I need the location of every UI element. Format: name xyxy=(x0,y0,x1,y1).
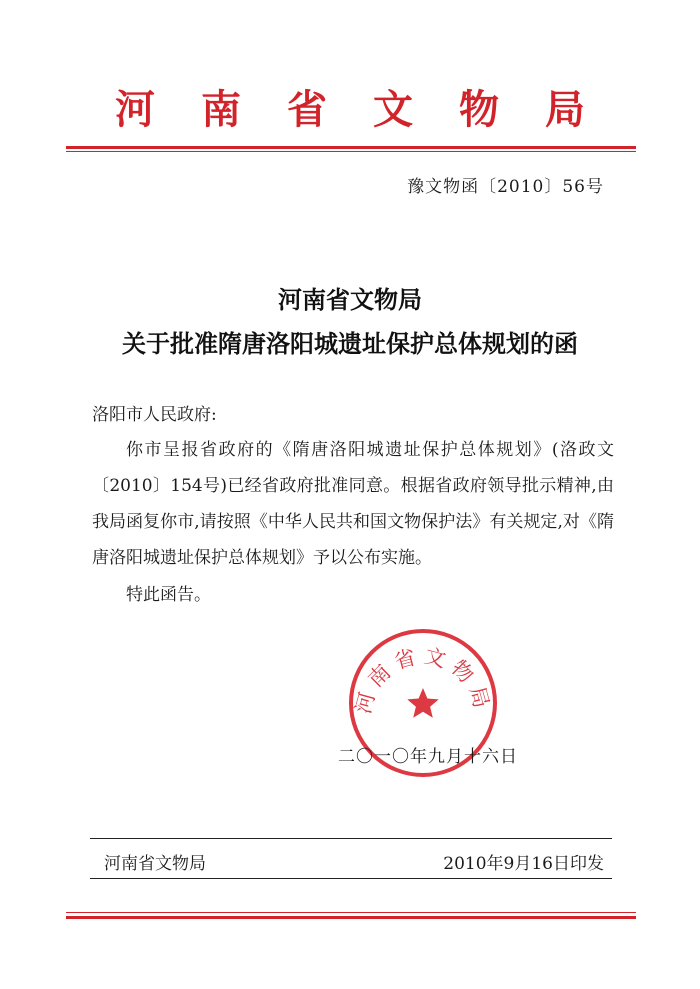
red-bottom-divider-thick xyxy=(66,916,636,919)
footer-issue-date: 2010年9月16日印发 xyxy=(443,854,604,874)
document-title-line1: 河南省文物局 xyxy=(278,285,422,314)
footer-issuer: 河南省文物局 xyxy=(104,854,206,874)
letter-body: 你市呈报省政府的《隋唐洛阳城遗址保护总体规划》(洛政文〔2010〕154号)已经省政府批准同意。根据省政府领导批示精神,由我局函复你市,请按照《中华人民共和国文物保护法》有关规定,对《隋唐洛阳城遗址保护总体规划》予以公布实施。 xyxy=(92,440,614,568)
seal-text: 河南省文物局 xyxy=(350,643,496,717)
footer-rule-top xyxy=(90,838,612,839)
signature-date: 二〇一〇年九月十六日 xyxy=(338,747,518,767)
red-bottom-divider-thin xyxy=(66,912,636,913)
seal-star-icon xyxy=(407,688,438,718)
closing-line: 特此函告。 xyxy=(126,585,211,605)
red-divider-thin xyxy=(66,151,636,152)
salutation: 洛阳市人民政府: xyxy=(92,405,217,425)
document-number: 豫文物函〔2010〕56号 xyxy=(407,177,604,197)
footer-rule-bottom xyxy=(90,878,612,879)
org-letterhead: 河南省文物局 xyxy=(115,86,631,133)
red-divider-thick xyxy=(66,146,636,149)
document-title-line2: 关于批准隋唐洛阳城遗址保护总体规划的函 xyxy=(122,329,578,358)
